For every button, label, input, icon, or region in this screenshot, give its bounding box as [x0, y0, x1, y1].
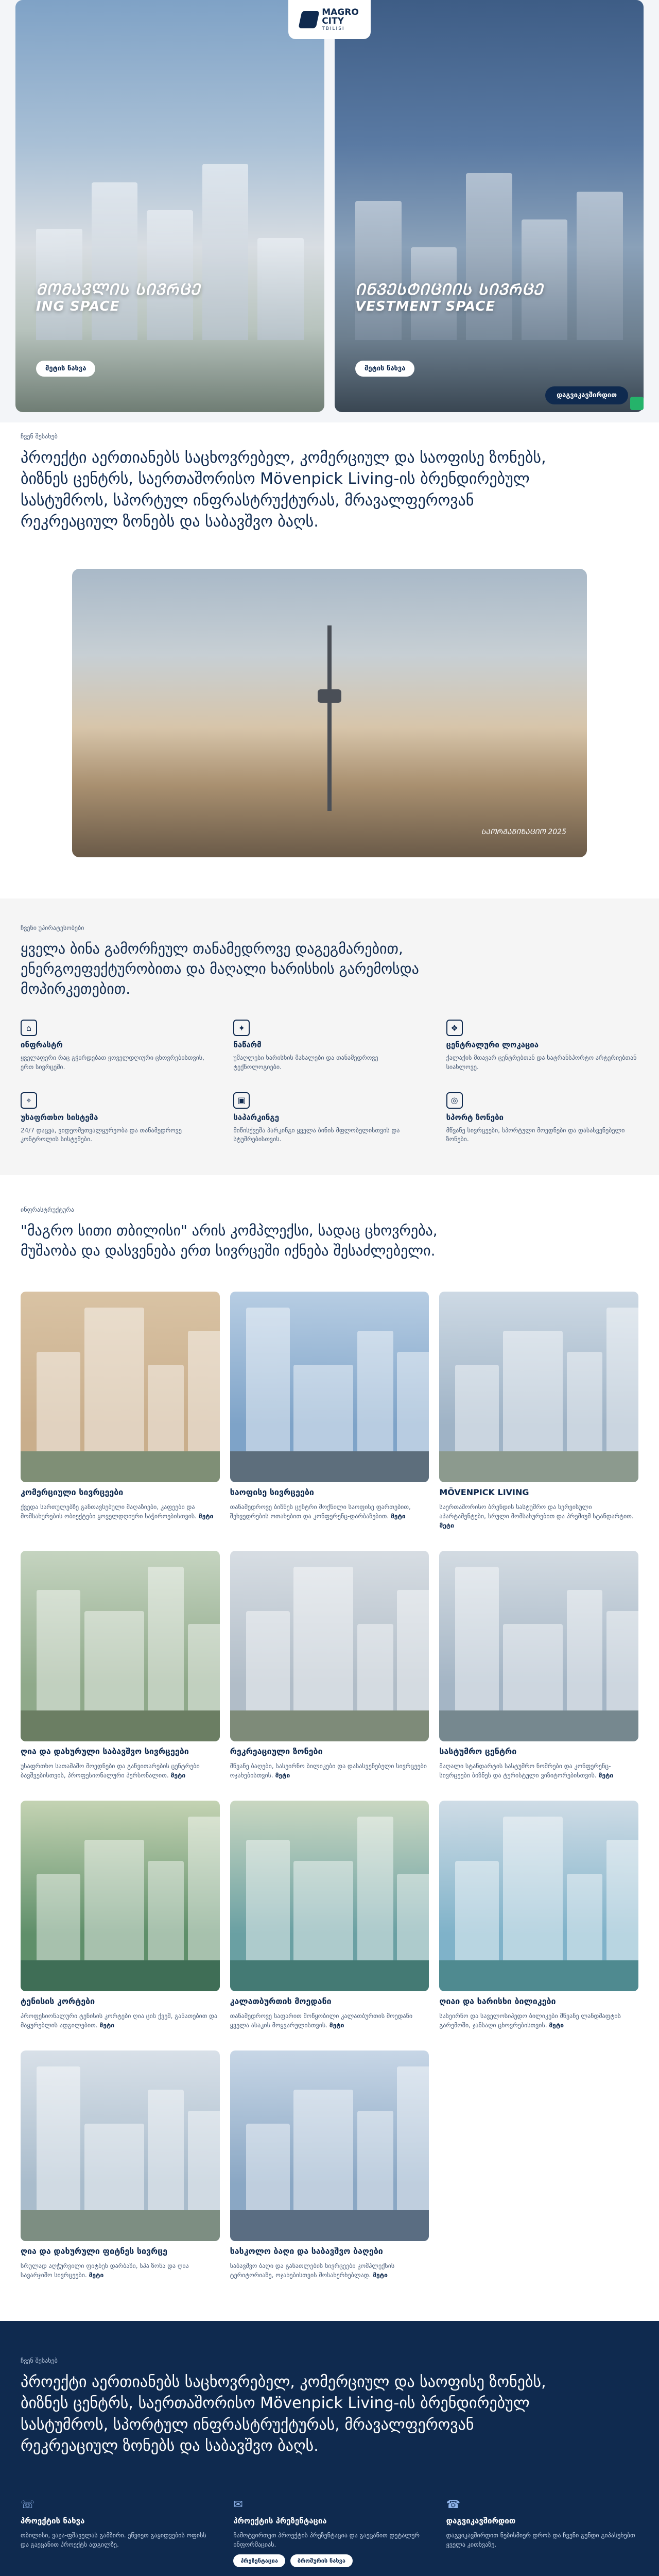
feature-title: საპარკინგე: [233, 1112, 280, 1122]
infra-name: სასტუმრო ცენტრი: [439, 1747, 517, 1757]
dark-eyebrow: ჩვენ შესახებ: [21, 2357, 58, 2365]
features-section: [0, 899, 659, 1175]
contact-grid: [21, 2498, 638, 2567]
infra-name: რეკრეაციული ზონები: [230, 1747, 323, 1757]
contact-icon: ☏: [21, 2498, 35, 2511]
feature-item: [446, 1092, 638, 1144]
feature-text: ქალაქის მთავარ ცენტრებთან და სატრანსპორტო არტერიებთან სიახლოვე.: [446, 1054, 637, 1071]
feature-text: მწვანე სივრცეები, სპორტული მოედნები და დასასვენებელი ზონები.: [446, 1126, 625, 1143]
logo-brand: MAGRO: [322, 7, 359, 18]
infra-card[interactable]: [21, 2050, 220, 2280]
infra-image: [21, 1292, 220, 1482]
infra-eyebrow: ინფრასტრუქტურა: [21, 1206, 74, 1213]
hero-grid: [0, 0, 659, 412]
infra-image: [21, 1551, 220, 1741]
site-logo[interactable]: [288, 0, 371, 39]
feature-title: სპორტ ზონები: [446, 1112, 504, 1122]
dark-title: პროექტი აერთიანებს საცხოვრებელ, კომერციულ და საოფისე ზონებს, ბიზნეს ცენტრს, საერთაშორისო Mövenpick Living-ის ბრენდირებულ სასტუმროს, სპორტულ ინფრასტრუქტურას, მრავალფეროვან რეკრეაციულ ზონებს და საბავშვო ბაღს.: [21, 2373, 546, 2455]
infra-desc: [439, 2011, 638, 2030]
contact-item: [21, 2498, 213, 2567]
infra-desc-text: თანამედროვე ბიზნეს ცენტრი მოქნილი საოფისე ფართებით, შეხვედრების ოთახებით და კონფერენც-დარბაზებით.: [230, 1503, 411, 1520]
infra-name: სასკოლო ბაღი და საბავშვო ბაღები: [230, 2246, 383, 2257]
infra-name: ღია და დახურული ფიტნეს სივრცე: [21, 2246, 168, 2257]
contact-head: პროექტის პრეზენტაცია: [233, 2516, 327, 2526]
infra-card[interactable]: [230, 2050, 429, 2280]
infra-more-link[interactable]: მეტი: [373, 2272, 388, 2279]
feature-item: [446, 1020, 638, 1072]
infra-more-link[interactable]: მეტი: [549, 2022, 564, 2029]
feature-item: [233, 1092, 425, 1144]
infra-desc-text: უსაფრთხო სათამაშო მოედნები და განვითარების ცენტრები ბავშვებისთვის, პროფესიონალური პერსონალით.: [21, 1762, 200, 1780]
feature-title: უსაფრთხო სისტემა: [21, 1112, 98, 1122]
contact-item: [446, 2498, 638, 2567]
infra-more-link[interactable]: მეტი: [275, 1772, 290, 1780]
infra-name: ღია და დახურული საბავშვო სივრცეები: [21, 1747, 189, 1757]
hero-left-overlay-line2: ING SPACE: [36, 299, 120, 314]
hero-left-overlay-line1: ᲛᲝᲛᲐᲕᲚᲘᲡ ᲡᲘᲕᲠᲪᲔ: [36, 281, 201, 299]
infra-grid: [21, 1292, 638, 2280]
infra-card[interactable]: [439, 1801, 638, 2030]
presentation-button[interactable]: პრეზენტაცია: [233, 2554, 285, 2567]
infra-name: ღიაი და ხარისხი ბილიკები: [439, 1996, 556, 2007]
hero-right-overlay-line1: ᲘᲜᲕᲔᲡᲢᲘᲪᲘᲘᲡ ᲡᲘᲕᲠᲪᲔ: [355, 281, 544, 299]
infra-image: [439, 1551, 638, 1741]
infra-name: კომერციული სივრცეები: [21, 1487, 124, 1498]
infra-card[interactable]: [230, 1292, 429, 1530]
infra-image: [21, 1801, 220, 1991]
infra-more-link[interactable]: მეტი: [89, 2272, 104, 2279]
infra-desc-text: პროფესიონალური ტენისის კორტები ღია ცის ქვეშ, განათებით და მაყურებლის ადგილებით.: [21, 2012, 218, 2029]
contact-cta-button[interactable]: დაგვიკავშირდით: [545, 386, 628, 404]
infra-desc: [21, 1761, 220, 1780]
feature-icon: ⌖: [21, 1092, 37, 1109]
infra-desc-text: სრულად აღჭურვილი ფიტნეს დარბაზი, სპა ზონა და ღია სავარჯიშო სივრცეები.: [21, 2262, 189, 2279]
infra-desc: [439, 1761, 638, 1780]
infra-card[interactable]: [21, 1292, 220, 1530]
logo-brand-2: CITY: [322, 15, 344, 26]
infra-card[interactable]: [230, 1801, 429, 2030]
infra-image: [230, 2050, 429, 2241]
infra-image: [230, 1551, 429, 1741]
infra-desc-text: მწვანე ბაღები, სასეირნო ბილიკები და დასასვენებელი სივრცეები ოჯახებისთვის.: [230, 1762, 427, 1780]
infra-desc: [21, 2261, 220, 2280]
about-title: პროექტი აერთიანებს საცხოვრებელ, კომერციულ და საოფისე ზონებს, ბიზნეს ცენტრს, საერთაშორისო Mövenpick Living-ის ბრენდირებულ სასტუმროს, სპორტულ ინფრასტრუქტურას, მრავალფეროვან რეკრეაციულ ზონებს და საბავშვო ბაღს.: [21, 449, 546, 531]
infra-desc: [21, 2011, 220, 2030]
logo-mark-icon: [299, 11, 320, 28]
contact-head: დაგვიკავშირდით: [446, 2516, 516, 2526]
contact-icon: ✉: [233, 2498, 243, 2511]
contact-text: ჩამოტვირთეთ პროექტის პრეზენტაცია და გაეცანით დეტალურ ინფორმაციას.: [233, 2531, 420, 2548]
infra-desc-text: საერთაშორისო ბრენდის სასტუმრო და სერვისული აპარტამენტები, სრული მომსახურებით და პრემიუმ სტანდარტით.: [439, 1503, 634, 1520]
feature-item: [233, 1020, 425, 1072]
infra-desc: [230, 2011, 429, 2030]
infra-desc: [230, 2261, 429, 2280]
infra-name: ტენისის კორტები: [21, 1996, 95, 2007]
features-grid: [21, 1020, 638, 1144]
infra-desc-text: საბავშვო ბაღი და განათლების სივრცეები კომპლექსის ტერიტორიაზე, ოჯახებისთვის მოსახერხებლად.: [230, 2262, 395, 2279]
infra-desc: [21, 1502, 220, 1521]
feature-item: [21, 1092, 213, 1144]
infra-desc: [230, 1502, 429, 1521]
tv-tower-shape: [327, 625, 332, 811]
hero-section: [0, 0, 659, 422]
hero-card-investment[interactable]: [335, 0, 644, 412]
infra-image: [21, 2050, 220, 2241]
infra-title: "მაგრო სითი თბილისი" არის კომპლექსი, სადაც ცხოვრება, მუშაობა და დასვენება ერთ სივრცეში იქნება შესაძლებელი.: [21, 1222, 438, 1259]
infra-more-link[interactable]: მეტი: [439, 1522, 454, 1530]
hero-card-living[interactable]: [15, 0, 324, 412]
infra-desc-text: თანამედროვე საფარით მოწყობილი კალათბურთის მოედანი ყველა ასაკის მოყვარულისთვის.: [230, 2012, 413, 2029]
infra-card[interactable]: [439, 1551, 638, 1780]
accent-square-icon: [630, 397, 644, 410]
feature-icon: ▣: [233, 1092, 250, 1109]
infra-more-link[interactable]: მეტი: [170, 1772, 186, 1780]
logo-sub: TBILISI: [322, 26, 345, 31]
infrastructure-section: [0, 1175, 659, 2300]
feature-title: ინფრასტრ: [21, 1040, 63, 1050]
feature-text: უმაღლესი ხარისხის მასალები და თანამედროვე ტექნოლოგიები.: [233, 1054, 378, 1071]
feature-icon: ⌂: [21, 1020, 37, 1036]
dark-about-section: [0, 2321, 659, 2576]
contact-item: [233, 2498, 425, 2567]
feature-icon: ❖: [446, 1020, 463, 1036]
feature-item: [21, 1020, 213, 1072]
features-title: ყველა ბინა გამორჩეულ თანამედროვე დაგეგმარებით, ენერგოეფექტურობითა და მაღალი ხარისხის გარემოსდა მოპირკეთებით.: [21, 940, 419, 997]
infra-desc: [439, 1502, 638, 1530]
infra-image: [439, 1292, 638, 1482]
contact-icon: ☎: [446, 2498, 461, 2511]
city-panorama-image: [72, 569, 587, 857]
infra-desc: [230, 1761, 429, 1780]
feature-text: 24/7 დაცვა, ვიდეომეთვალყურეობა და თანამედროვე კონტროლის სისტემები.: [21, 1126, 182, 1143]
infra-desc-text: მაღალი სტანდარტის სასტუმრო ნომრები და კონფერენც-სივრცეები ბიზნეს და ტურისტული ვიზიტორებისთვის.: [439, 1762, 611, 1780]
about-section: [0, 422, 659, 888]
infra-desc-text: ქვედა სართულებზე განთავსებული მაღაზიები, კაფეები და მომსახურების ობიექტები ყოველდღიური საჭიროებისთვის.: [21, 1503, 197, 1520]
infra-image: [230, 1801, 429, 1991]
feature-icon: ◎: [446, 1092, 463, 1109]
infra-name: საოფისე სივრცეები: [230, 1487, 314, 1498]
infra-name: MÖVENPICK LIVING: [439, 1487, 529, 1498]
infra-more-link[interactable]: მეტი: [329, 2022, 344, 2029]
feature-text: მიწისქვეშა პარკინგი ყველა ბინის მფლობელისთვის და სტუმრებისთვის.: [233, 1126, 400, 1143]
feature-icon: ✦: [233, 1020, 250, 1036]
panorama-caption: ᲡᲐᲝᲠᲒᲐᲜᲘᲖᲐᲪᲘᲝ 2025: [481, 827, 566, 836]
contact-text: დაგვიკავშირდით ნებისმიერ დროს და ჩვენი გუნდი გიპასუხებთ ყველა კითხვაზე.: [446, 2531, 635, 2548]
infra-image: [230, 1292, 429, 1482]
infra-card[interactable]: [439, 1292, 638, 1530]
infra-card[interactable]: [21, 1551, 220, 1780]
infra-more-link[interactable]: მეტი: [198, 1513, 214, 1520]
infra-image: [439, 1801, 638, 1991]
feature-title: ცენტრალური ლოკაცია: [446, 1040, 539, 1050]
features-eyebrow: ჩვენი უპირატესობები: [21, 924, 84, 931]
presentation-button[interactable]: ბროშურის ნახვა: [290, 2554, 353, 2567]
about-eyebrow: ჩვენ შესახებ: [21, 433, 58, 440]
contact-head: პროექტის ნახვა: [21, 2516, 85, 2526]
feature-title: ნაწარმ: [233, 1040, 262, 1050]
infra-more-link[interactable]: მეტი: [99, 2022, 115, 2029]
infra-more-link[interactable]: მეტი: [390, 1513, 406, 1520]
infra-card[interactable]: [21, 1801, 220, 2030]
infra-desc-text: სასეირნო და საველოსიპედო ბილიკები მწვანე ლანდშაფტის გარემოში, ჯანსაღი ცხოვრებისთვის.: [439, 2012, 621, 2029]
infra-name: კალათბურთის მოედანი: [230, 1996, 332, 2007]
hero-left-button[interactable]: მეტის ნახვა: [36, 361, 95, 377]
hero-right-overlay-line2: VESTMENT SPACE: [355, 299, 496, 314]
infra-more-link[interactable]: მეტი: [598, 1772, 614, 1780]
contact-text: თბილისი, ვაჟა-ფშაველას გამზირი. ეწვიეთ გაყიდვების ოფისს და გაეცანით პროექტს ადგილზე.: [21, 2531, 206, 2548]
pill-row: [233, 2554, 425, 2567]
hero-right-button[interactable]: მეტის ნახვა: [355, 361, 414, 377]
feature-text: ყველაფერი რაც გჭირდებათ ყოველდღიური ცხოვრებისთვის, ერთ სივრცეში.: [21, 1054, 204, 1071]
infra-card[interactable]: [230, 1551, 429, 1780]
